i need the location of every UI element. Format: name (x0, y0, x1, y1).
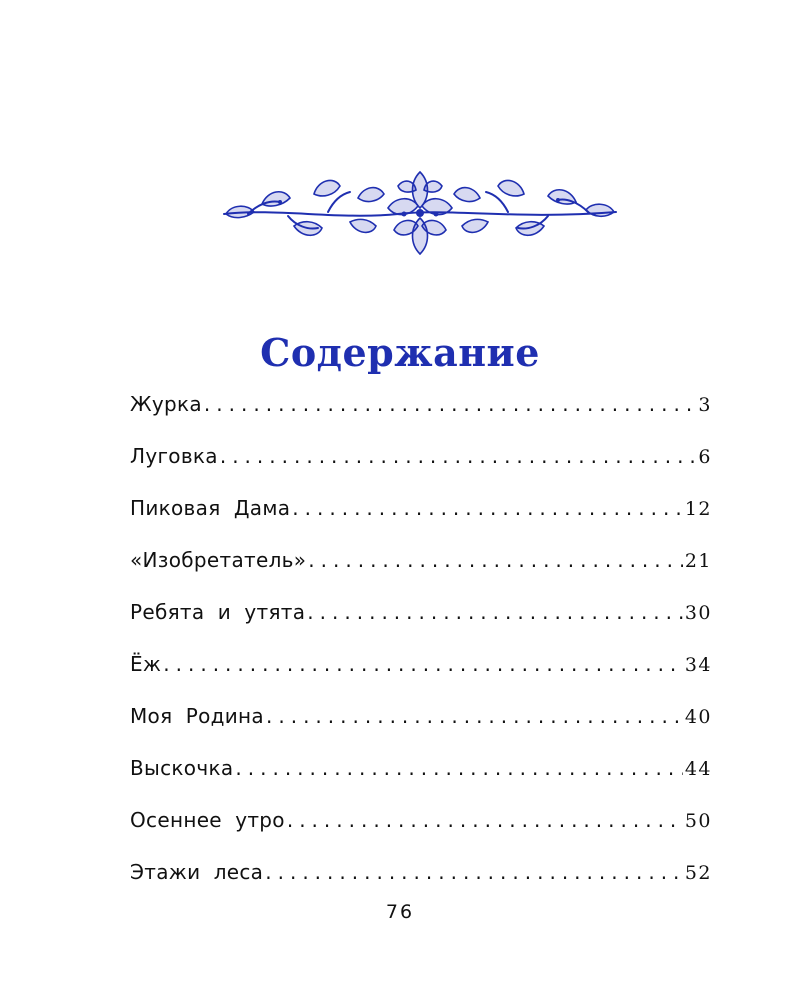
dot-leader (266, 704, 683, 728)
toc-entry-title: «Изобретатель» (130, 548, 307, 572)
toc-entry-page: 52 (684, 862, 712, 884)
toc-entry-title: Ребята и утята (130, 600, 306, 624)
page-title: Содержание (260, 330, 540, 375)
toc-entry-title: Моя Родина (130, 704, 264, 728)
toc-entry[interactable] (130, 600, 712, 652)
dot-leader (287, 808, 683, 832)
toc-entry-page: 30 (684, 602, 712, 624)
toc-entry-title: Ёж (130, 652, 162, 676)
dot-leader (308, 548, 683, 572)
toc-entry[interactable] (130, 704, 712, 756)
toc-entry-page: 12 (684, 498, 712, 520)
toc-entry-page: 44 (684, 758, 712, 780)
toc-entry[interactable] (130, 548, 712, 600)
toc-entry[interactable] (130, 496, 712, 548)
dot-leader (220, 444, 697, 468)
toc-entry-title: Журка (130, 392, 202, 416)
dot-leader (292, 496, 683, 520)
toc-entry-page: 40 (684, 706, 712, 728)
toc-entry-page: 50 (684, 810, 712, 832)
toc-entry[interactable] (130, 756, 712, 808)
toc-entry-title: Осеннее утро (130, 808, 285, 832)
toc-entry-title: Пиковая Дама (130, 496, 291, 520)
toc-entry-title: Луговка (130, 444, 218, 468)
dot-leader (204, 392, 696, 416)
oak-leaf-ornament-icon (218, 168, 622, 258)
page-number: 76 (385, 901, 415, 923)
toc-entry-page: 21 (684, 550, 712, 572)
dot-leader (235, 756, 682, 780)
toc-entry-page: 3 (698, 394, 712, 416)
toc-entry-page: 34 (684, 654, 712, 676)
toc-entry-page: 6 (698, 446, 712, 468)
dot-leader (265, 860, 683, 884)
table-of-contents (130, 392, 712, 912)
toc-entry[interactable] (130, 652, 712, 704)
toc-entry[interactable] (130, 444, 712, 496)
toc-entry[interactable] (130, 808, 712, 860)
toc-entry-title: Выскочка (130, 756, 234, 780)
dot-leader (307, 600, 683, 624)
toc-entry-title: Этажи леса (130, 860, 264, 884)
toc-entry[interactable] (130, 392, 712, 444)
dot-leader (163, 652, 683, 676)
